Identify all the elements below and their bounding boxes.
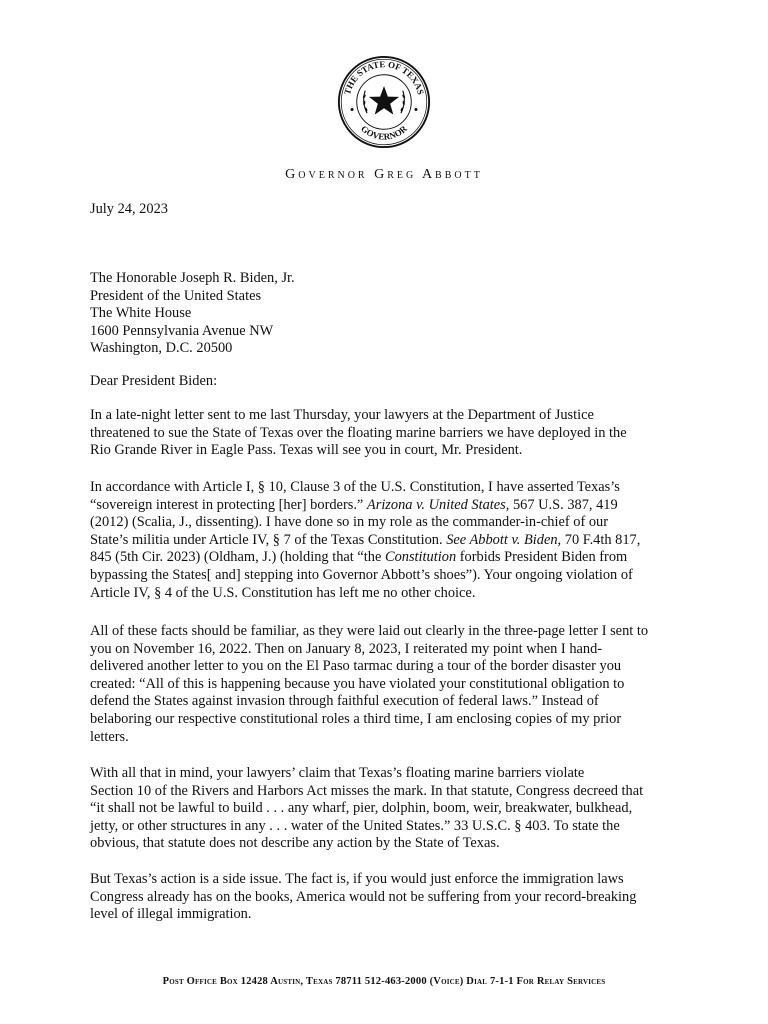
letterhead-footer: Post Office Box 12428 Austin, Texas 78711 512-463-2000 (Voice) Dial 7-1-1 For Relay Services [162,976,606,987]
paragraph-line: Congress already has on the books, America would not be suffering from your record-breaking [90,888,637,905]
paragraph-2 [90,479,690,602]
letterhead-title: Governor Greg Abbott [285,167,483,182]
seal-star-icon [369,86,399,115]
paragraph-line: In accordance with Article I, § 10, Clause 3 of the U.S. Constitution, I have asserted Texas’s [90,479,620,495]
paragraph-line: level of illegal immigration. [90,906,252,923]
paragraph-line: Rio Grande River in Eagle Pass. Texas will see you in court, Mr. President. [90,442,523,459]
paragraph-5 [90,871,690,924]
paragraph-line: But Texas’s action is a side issue. The fact is, if you would just enforce the immigration laws [90,871,624,887]
italic-term: Constitution [384,549,457,566]
paragraph-line: All of these facts should be familiar, as they were laid out clearly in the three-page letter I sent to [90,623,649,639]
paragraph-line: In a late-night letter sent to me last Thursday, your lawyers at the Department of Justice [90,407,594,423]
text-run: , 567 U.S. 387, 419 [505,496,618,513]
address-line: The Honorable Joseph R. Biden, Jr. [90,270,295,286]
paragraph-line [90,549,690,567]
paragraph-line: defend the States against invasion through faithful execution of federal laws.” Instead of [90,693,599,710]
paragraph-line: threatened to sue the State of Texas over the floating marine barriers we have deployed in the [90,424,627,441]
paragraph-line: created: “All of this is happening because you have violated your constitutional obligation to [90,675,625,692]
address-line: President of the United States [90,287,262,304]
salutation: Dear President Biden: [90,373,218,389]
seal-ring-text-top: THE STATE OF TEXAS [342,59,426,96]
paragraph-line: With all that in mind, your lawyers’ claim that Texas’s floating marine barriers violate [90,765,585,781]
paragraph-line [90,497,690,515]
paragraph-line: letters. [90,728,129,745]
text-run: , 70 F.4th 817, [557,531,641,548]
paragraph-line: jetty, or other structures in any . . . water of the United States.” 33 U.S.C. § 403. To state the [90,817,620,834]
paragraph-line: “it shall not be lawful to build . . . any wharf, pier, dolphin, boom, weir, breakwater, bulkhead, [90,800,633,817]
paragraph-line: Section 10 of the Rivers and Harbors Act misses the mark. In that statute, Congress decreed that [90,782,644,799]
case-citation: See Abbott v. Biden [446,531,558,548]
paragraph-1 [90,407,690,460]
paragraph-line: obvious, that statute does not describe any action by the State of Texas. [90,835,500,852]
paragraph-line: belaboring our respective constitutional roles a third time, I am enclosing copies of my prior [90,710,622,727]
paragraph-line: bypassing the States[ and] stepping into Governor Abbott’s shoes”). Your ongoing violation of [90,566,633,583]
case-citation: Arizona v. United States [366,496,506,513]
text-run: “sovereign interest in protecting [her] borders.” [90,496,367,513]
text-run: forbids President Biden from [456,549,628,566]
texas-governor-seal [337,55,431,149]
paragraph-line: (2012) (Scalia, J., dissenting). I have done so in my role as the commander-in-chief of our [90,514,609,531]
recipient-address [90,270,690,358]
paragraph-line: delivered another letter to you on the El Paso tarmac during a tour of the border disaster you [90,658,622,675]
seal-ring-text-bottom: GOVERNOR [359,123,409,142]
paragraph-3 [90,623,690,746]
address-line: The White House [90,305,192,322]
letter-date: July 24, 2023 [90,201,168,217]
text-run: State’s militia under Article IV, § 7 of the Texas Constitution. [90,531,447,548]
address-line: Washington, D.C. 20500 [90,340,233,357]
paragraph-line: Article IV, § 4 of the U.S. Constitution has left me no other choice. [90,584,476,601]
paragraph-line: you on November 16, 2022. Then on January 8, 2023, I reiterated my point when I hand- [90,640,603,657]
text-run: 845 (5th Cir. 2023) (Oldham, J.) (holding that “the [90,549,385,566]
paragraph-4 [90,765,690,853]
address-line: 1600 Pennsylvania Avenue NW [90,322,274,339]
paragraph-line [90,532,690,550]
